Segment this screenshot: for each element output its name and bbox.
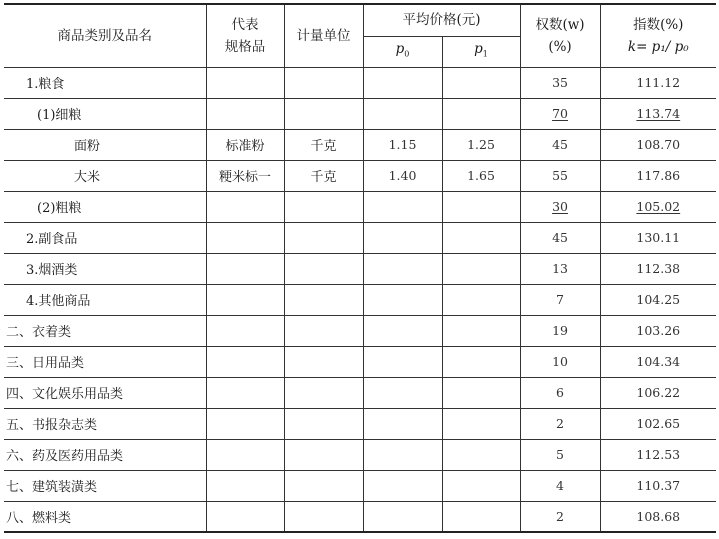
cell-name: (2)粗粮 [4, 191, 206, 222]
cell-weight [520, 439, 600, 470]
cell-p0 [363, 67, 442, 98]
cell-weight-value: 13 [552, 261, 568, 276]
header-index [600, 4, 716, 67]
cell-p0 [363, 253, 442, 284]
cell-p0-value: 1.15 [388, 137, 417, 152]
cell-name: 八、燃料类 [4, 501, 206, 532]
cell-unit [284, 98, 363, 129]
cell-p1 [442, 98, 520, 129]
cell-index-value: 108.68 [636, 508, 681, 524]
cell-weight-value: 2 [556, 416, 564, 431]
cell-p0 [363, 346, 442, 377]
table-row [4, 377, 716, 408]
cell-unit [284, 439, 363, 470]
cell-index-value: 110.37 [636, 478, 681, 493]
cell-weight-value: 10 [552, 354, 568, 369]
cell-rep [206, 470, 284, 501]
cell-weight [520, 98, 600, 129]
cell-name: 三、日用品类 [4, 346, 206, 377]
cell-name: 4.其他商品 [4, 284, 206, 315]
table-row [4, 191, 716, 222]
cell-index [600, 315, 716, 346]
table-row [4, 284, 716, 315]
table-row [4, 315, 716, 346]
cell-p1 [442, 439, 520, 470]
cell-rep [206, 67, 284, 98]
cell-name: 1.粮食 [4, 67, 206, 98]
cell-index [600, 439, 716, 470]
cell-unit [284, 501, 363, 532]
cell-name: 七、建筑装潢类 [4, 470, 206, 501]
table-row [4, 253, 716, 284]
cell-rep-value: 标准粉 [225, 139, 265, 154]
header-weight [520, 4, 600, 67]
cell-index [600, 98, 716, 129]
cell-rep [206, 315, 284, 346]
cell-p0 [363, 501, 442, 532]
header-weight-line2: (%) [548, 38, 572, 55]
cell-weight [520, 160, 600, 191]
cell-index [600, 191, 716, 222]
cell-index-value: 104.34 [636, 354, 681, 369]
cell-weight-value: 30 [552, 199, 568, 214]
cell-p0 [363, 160, 442, 191]
header-unit: 计量单位 [284, 4, 363, 67]
cell-p1 [442, 160, 520, 191]
cell-weight [520, 470, 600, 501]
cell-index-value: 112.38 [636, 261, 681, 276]
cell-weight [520, 191, 600, 222]
cell-p0-value: 1.40 [388, 168, 417, 183]
cell-weight-value: 2 [556, 508, 564, 524]
cell-p1 [442, 284, 520, 315]
cell-weight-value: 4 [556, 478, 564, 493]
cell-index-value: 111.12 [636, 75, 681, 90]
cell-name: (1)细粮 [4, 98, 206, 129]
cell-unit-value: 千克 [310, 170, 337, 185]
cell-index [600, 408, 716, 439]
cell-rep [206, 253, 284, 284]
cell-rep [206, 98, 284, 129]
table-row [4, 470, 716, 501]
cell-p0 [363, 470, 442, 501]
cell-index-value: 117.86 [636, 168, 681, 183]
cell-p1 [442, 377, 520, 408]
cell-rep [206, 160, 284, 191]
cell-index-value: 103.26 [636, 323, 681, 338]
cell-index [600, 160, 716, 191]
cell-index-value: 108.70 [636, 137, 681, 152]
table-row [4, 129, 716, 160]
cell-index [600, 346, 716, 377]
cell-index-value: 104.25 [636, 292, 681, 307]
cell-rep-value: 粳米标一 [218, 170, 271, 185]
cell-index [600, 67, 716, 98]
cell-p1 [442, 253, 520, 284]
header-weight-line1: 权数(w) [535, 16, 585, 33]
cell-unit [284, 222, 363, 253]
cell-index [600, 470, 716, 501]
cell-p1-value: 1.25 [467, 137, 495, 152]
cell-p1 [442, 408, 520, 439]
cell-weight-value: 7 [556, 292, 564, 307]
header-p1: $p_1$ [442, 36, 520, 67]
table-row [4, 439, 716, 470]
cell-weight [520, 408, 600, 439]
cell-unit [284, 253, 363, 284]
cell-index-value: 105.02 [636, 199, 681, 214]
cell-index-value: 113.74 [636, 106, 681, 121]
cell-weight-value: 45 [552, 137, 568, 152]
header-average-price: 平均价格(元) [363, 4, 520, 36]
cell-p0 [363, 315, 442, 346]
cell-weight [520, 377, 600, 408]
cell-unit [284, 377, 363, 408]
cell-name: 大米 [4, 160, 206, 191]
cell-unit-value: 千克 [310, 139, 337, 154]
table-row [4, 222, 716, 253]
cell-weight [520, 315, 600, 346]
cell-p0 [363, 439, 442, 470]
cell-weight-value: 6 [556, 385, 564, 400]
cell-weight-value: 45 [552, 230, 568, 245]
cell-rep [206, 346, 284, 377]
cell-index-value: 112.53 [636, 447, 681, 462]
cell-p0 [363, 129, 442, 160]
cell-index-value: 102.65 [636, 416, 681, 431]
cell-rep [206, 377, 284, 408]
table-row [4, 501, 716, 532]
cell-weight [520, 67, 600, 98]
cell-weight [520, 501, 600, 532]
cell-p0 [363, 284, 442, 315]
cell-p1 [442, 129, 520, 160]
cell-p0 [363, 191, 442, 222]
table-row [4, 98, 716, 129]
header-p0: $p_0$ [363, 36, 442, 67]
cell-index [600, 377, 716, 408]
cell-p1 [442, 315, 520, 346]
header-representative-line1: 代表 [231, 16, 259, 33]
cell-rep [206, 501, 284, 532]
cell-weight [520, 253, 600, 284]
cell-unit [284, 160, 363, 191]
header-category: 商品类别及品名 [4, 4, 206, 67]
cell-p1 [442, 191, 520, 222]
cell-p1 [442, 67, 520, 98]
table-body [4, 67, 716, 532]
cell-index [600, 129, 716, 160]
header-representative [206, 4, 284, 67]
cell-unit [284, 408, 363, 439]
cell-name: 六、药及医药用品类 [4, 439, 206, 470]
cell-rep [206, 408, 284, 439]
cell-p0 [363, 377, 442, 408]
price-index-table [4, 3, 716, 533]
cell-p0 [363, 98, 442, 129]
cell-unit [284, 129, 363, 160]
cell-weight [520, 129, 600, 160]
cell-unit [284, 315, 363, 346]
cell-unit [284, 346, 363, 377]
cell-rep [206, 191, 284, 222]
cell-weight-value: 70 [552, 106, 568, 121]
cell-rep [206, 284, 284, 315]
cell-weight-value: 5 [556, 447, 564, 462]
cell-weight-value: 19 [552, 323, 568, 338]
cell-name: 五、书报杂志类 [4, 408, 206, 439]
cell-p0 [363, 408, 442, 439]
cell-unit [284, 284, 363, 315]
cell-p1 [442, 501, 520, 532]
cell-name: 二、衣着类 [4, 315, 206, 346]
table-row [4, 408, 716, 439]
table-row [4, 67, 716, 98]
cell-index [600, 284, 716, 315]
cell-unit [284, 67, 363, 98]
header-index-formula: k= p₁/ p₀ [627, 38, 689, 55]
cell-rep [206, 222, 284, 253]
cell-rep [206, 439, 284, 470]
cell-unit [284, 191, 363, 222]
cell-name: 3.烟酒类 [4, 253, 206, 284]
cell-index [600, 222, 716, 253]
cell-index [600, 501, 716, 532]
cell-index [600, 253, 716, 284]
cell-unit [284, 470, 363, 501]
cell-p1 [442, 470, 520, 501]
cell-name: 面粉 [4, 129, 206, 160]
cell-weight-value: 55 [552, 168, 568, 183]
table-row [4, 346, 716, 377]
cell-p1 [442, 346, 520, 377]
cell-p1 [442, 222, 520, 253]
cell-name: 2.副食品 [4, 222, 206, 253]
cell-p0 [363, 222, 442, 253]
cell-weight-value: 35 [552, 75, 568, 90]
cell-p1-value: 1.65 [467, 168, 495, 183]
cell-name: 四、文化娱乐用品类 [4, 377, 206, 408]
cell-weight [520, 222, 600, 253]
table-row [4, 160, 716, 191]
header-representative-line2: 规格品 [224, 38, 266, 55]
cell-weight [520, 284, 600, 315]
cell-rep [206, 129, 284, 160]
header-index-line1: 指数(%) [633, 16, 684, 33]
cell-index-value: 106.22 [636, 385, 681, 400]
cell-index-value: 130.11 [636, 230, 681, 245]
cell-weight [520, 346, 600, 377]
